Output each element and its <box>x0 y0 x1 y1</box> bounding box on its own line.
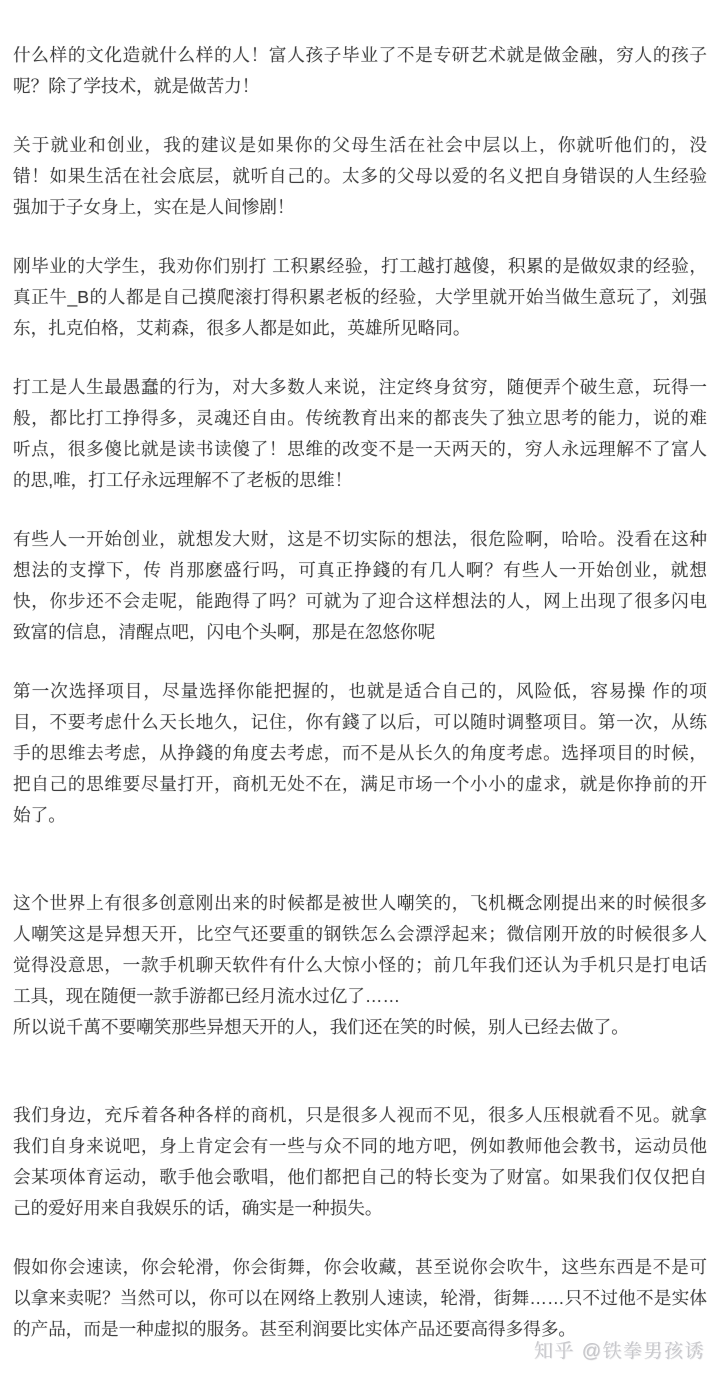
paragraph-line: 有些人一开始创业，就想发大财，这是不切实际的想法，很危险啊，哈哈。没看在这种 <box>13 529 707 549</box>
paragraph-line: 东，扎克伯格，艾莉森，很多人都是如此，英雄所见略同。 <box>13 318 471 338</box>
paragraph-line: 手的思维去考虑，从挣錢的角度去考虑，而不是从长久的角度考虑。选择项目的时候， <box>13 743 707 763</box>
paragraph-line: 强加于子女身上，实在是人间惨剧！ <box>13 197 295 217</box>
paragraph <box>13 1100 707 1224</box>
paragraph-line: 打工是人生最愚蠢的行为，对大多数人来说，注定终身贫穷，随便弄个破生意，玩得一 <box>13 377 707 397</box>
zhihu-watermark: 知乎 @铁拳男孩诱 <box>533 1341 705 1362</box>
paragraph-line: 所以说千萬不要嘲笑那些异想天开的人，我们还在笑的时候，别人已经去做了。 <box>13 1017 629 1037</box>
paragraph-line: 呢？除了学技术，就是做苦力！ <box>13 76 260 96</box>
paragraph-line: 快，你步还不会走呢，能跑得了吗？可就为了迎合这样想法的人，网上出现了很多闪电 <box>13 591 707 611</box>
paragraph-line: 致富的信息，清醒点吧，闪电个头啊，那是在忽悠你呢 <box>13 622 436 642</box>
paragraph-line: 工具，现在随便一款手游都已经月流水过亿了…… <box>13 986 401 1006</box>
paragraph-line: 会某项体育运动，歌手他会歌唱，他们都把自己的特长变为了财富。如果我们仅仅把自 <box>13 1167 707 1187</box>
paragraph-line: 始了。 <box>13 805 66 825</box>
paragraph <box>13 524 707 648</box>
paragraph-line: 的产品，而是一种虚拟的服务。甚至利润要比实体产品还要高得多得多。 <box>13 1319 577 1339</box>
paragraph-line: 我们自身来说吧，身上肯定会有一些与众不同的地方吧，例如教师他会教书，运动员他 <box>13 1136 707 1156</box>
paragraph-line: 人嘲笑这是异想天开，比空气还要重的钢铁怎么会漂浮起来；微信刚开放的时候很多人 <box>13 924 707 944</box>
paragraph-line: 假如你会速读，你会轮滑，你会街舞，你会收藏，甚至说你会吹牛，这些东西是不是可 <box>13 1257 707 1277</box>
paragraph <box>13 130 707 223</box>
paragraph-line: 第一次选择项目，尽量选择你能把握的，也就是适合自己的，风险低，容易操 作的项 <box>13 681 707 701</box>
paragraph-line: 刚毕业的大学生，我劝你们别打 工积累经验，打工越打越傻，积累的是做奴隶的经验， <box>13 256 707 276</box>
paragraph-line: 目，不要考虑什么天长地久，记住，你有錢了以后，可以随时调整项目。第一次，从练 <box>13 712 707 732</box>
paragraph <box>13 676 707 831</box>
paragraph <box>13 251 707 344</box>
paragraph <box>13 372 707 496</box>
paragraph-line: 真正牛_B的人都是自己摸爬滚打得积累老板的经验，大学里就开始当做生意玩了，刘强 <box>13 287 707 307</box>
paragraph-line: 错！如果生活在社会底层，就听自己的。太多的父母以爱的名义把自身错误的人生经验 <box>13 166 707 186</box>
paragraph-line: 般，都比打工挣得多，灵魂还自由。传统教育出来的都丧失了独立思考的能力，说的难 <box>13 408 707 428</box>
paragraph-line: 把自己的思维要尽量打开，商机无处不在，满足市场一个小小的虚求，就是你挣前的开 <box>13 774 707 794</box>
paragraph <box>13 1252 707 1345</box>
paragraph-line: 己的爱好用来自我娱乐的话，确实是一种损失。 <box>13 1198 383 1218</box>
paragraph-line: 什么样的文化造就什么样的人！富人孩子毕业了不是专研艺术就是做金融，穷人的孩子 <box>13 45 707 65</box>
paragraph-line: 关于就业和创业，我的建议是如果你的父母生活在社会中层以上，你就听他们的，没 <box>13 135 707 155</box>
paragraph <box>13 888 707 1043</box>
paragraph-line: 的思,唯，打工仔永远理解不了老板的思维！ <box>13 470 353 490</box>
paragraph-line: 觉得没意思，一款手机聊天软件有什么大惊小怪的；前几年我们还认为手机只是打电话 <box>13 955 707 975</box>
paragraph-line: 想法的支撑下，传 肖那麽盛行吗，可真正挣錢的有几人啊？有些人一开始创业，就想 <box>13 560 707 580</box>
paragraph-line: 以拿来卖呢？当然可以，你可以在网络上教别人速读，轮滑，街舞……只不过他不是实体 <box>13 1288 707 1308</box>
paragraph-line: 这个世界上有很多创意刚出来的时候都是被世人嘲笑的，飞机概念刚提出来的时候很多 <box>13 893 707 913</box>
paragraph <box>13 40 707 102</box>
paragraph-line: 听点，很多傻比就是读书读傻了！思维的改变不是一天两天的，穷人永远理解不了富人 <box>13 439 707 459</box>
paragraph-line: 我们身边，充斥着各种各样的商机，只是很多人视而不见，很多人压根就看不见。就拿 <box>13 1105 707 1125</box>
